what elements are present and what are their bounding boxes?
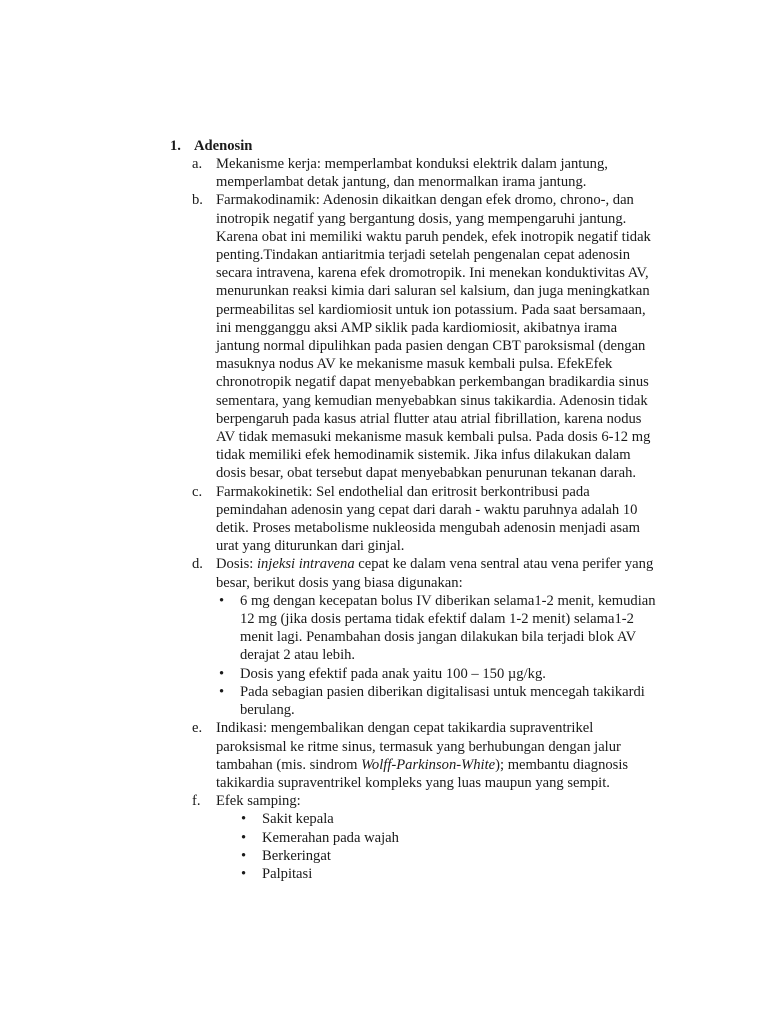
item-efek-samping (192, 792, 662, 883)
list-item-text: Sakit kepala (262, 811, 334, 828)
item-text-italic: Wolff-Parkinson-White (361, 756, 496, 773)
list-item-text: Berkeringat (262, 847, 331, 864)
list-item (216, 665, 662, 683)
item-letter: c. (192, 483, 203, 500)
bullet-icon: • (219, 592, 225, 609)
item-text-post: cepat ke dalam vena sentral atau vena perifer yang besar, berikut dosis yang biasa digunakan: (216, 556, 654, 591)
item-text-pre: Indikasi: mengembalikan dengan cepat takikardia supraventrikel paroksismal ke ritme sinus, termasuk yang berhubungan dengan jalur tambahan (mis. sindrom (216, 720, 621, 773)
list-item-text: Palpitasi (262, 865, 313, 882)
bullet-icon: • (241, 811, 247, 828)
bullet-icon: • (219, 683, 225, 700)
bullet-icon: • (241, 847, 247, 864)
list-item (238, 810, 662, 828)
item-letter: a. (192, 156, 203, 172)
list-item-text: 6 mg dengan kecepatan bolus IV diberikan selama1-2 menit, kemudian 12 mg (jika dosis pertama tidak efektif dalam 1-2 menit) selama1-2 menit lagi. Penambahan dosis jangan dilakukan bila terjadi blok AV derajat 2 atau lebih. (240, 592, 656, 664)
list-item (216, 592, 662, 665)
item-farmakodinamik (192, 191, 662, 482)
item-text-post: ); membantu diagnosis takikardia supraventrikel kompleks yang luas maupun yang sempit. (216, 756, 629, 791)
list-item (238, 829, 662, 847)
list-item-text: Dosis yang efektif pada anak yaitu 100 – 150 µg/kg. (240, 665, 546, 682)
section-heading (170, 137, 252, 155)
item-letter: d. (192, 556, 203, 573)
item-text: Farmakodinamik: Adenosin dikaitkan dengan efek dromo, chrono-, dan inotropik negatif yang bergantung dosis, yang mempengaruhi jantung. Karena obat ini memiliki waktu paruh pendek, efek inotropik negatif tidak penting.Tindakan antiaritmia terjadi setelah pengenalan cepat adenosin secara intravena, karena efek dromotropik. Ini menekan konduktivitas AV, menurunkan reaksi kimia dari saluran sel kalsium, dan juga meningkatkan permeabilitas sel kardiomiosit untuk ion potassium. Pada saat bersamaan, ini mengganggu aksi AMP siklik pada kardiomiosit, akibatnya irama jantung normal dipulihkan pada pasien dengan CBT paroksismal (dengan masuknya nodus AV ke mekanisme masuk kembali pulsa. EfekEfek chronotropik negatif dapat menyebabkan perkembangan bradikardia sinus sementara, yang kemudian menyebabkan sinus takikardia. Adenosin tidak berpengaruh pada kasus atrial flutter atau atrial fibrillation, karena nodus AV tidak memasuki mekanisme masuk kembali pulsa. Pada dosis 6-12 mg tidak memiliki efek hemodinamik sistemik. Jika infus dilakukan dalam dosis besar, obat tersebut dapat menyebabkan penurunan tekanan darah. (216, 192, 651, 482)
section-number: 1. (170, 138, 181, 154)
item-text: Efek samping: (216, 793, 301, 810)
dosis-bullet-list (216, 592, 662, 719)
item-letter: e. (192, 720, 203, 737)
bullet-icon: • (241, 865, 247, 882)
list-item (216, 683, 662, 719)
item-dosis (192, 555, 662, 719)
section-title: Adenosin (194, 138, 253, 154)
item-farmakokinetik (192, 483, 662, 556)
item-text (216, 719, 662, 792)
list-item (238, 865, 662, 883)
item-text-pre: Dosis: (216, 556, 257, 573)
list-item-text: Kemerahan pada wajah (262, 829, 399, 846)
item-text: Mekanisme kerja: memperlambat konduksi elektrik dalam jantung, memperlambat detak jantung, dan menormalkan irama jantung. (216, 156, 608, 191)
item-text (216, 555, 662, 591)
bullet-icon: • (219, 665, 225, 682)
item-text: Farmakokinetik: Sel endothelial dan eritrosit berkontribusi pada pemindahan adenosin yang cepat dari darah - waktu paruhnya adalah 10 detik. Proses metabolisme nukleosida mengubah adenosin menjadi asam urat yang diturunkan dari ginjal. (216, 483, 640, 555)
item-letter: b. (192, 192, 203, 209)
item-text-italic: injeksi intravena (256, 556, 355, 573)
efek-samping-bullet-list (238, 810, 662, 883)
item-letter: f. (192, 793, 201, 810)
list-item-text: Pada sebagian pasien diberikan digitalisasi untuk mencegah takikardi berulang. (240, 683, 645, 719)
item-mekanisme-kerja (192, 155, 662, 191)
section-content (192, 155, 662, 883)
bullet-icon: • (241, 829, 247, 846)
item-indikasi (192, 719, 662, 792)
list-item (238, 847, 662, 865)
